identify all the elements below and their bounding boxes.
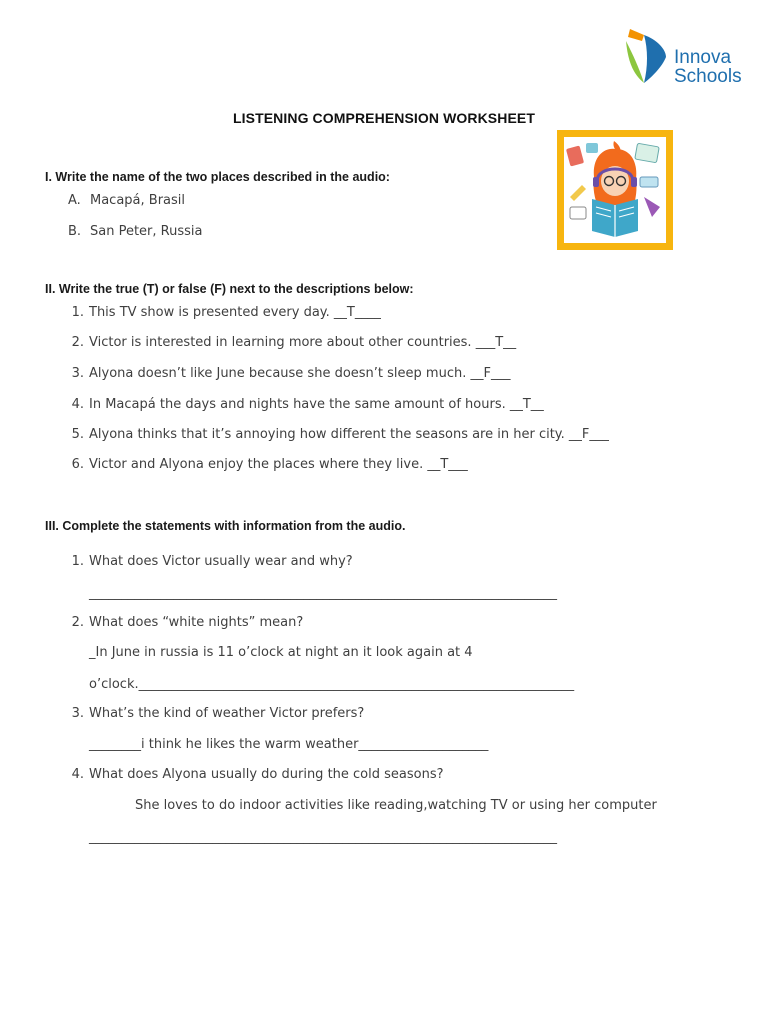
answer-2-line-2: o’clock.___________________________________________________________________ — [89, 677, 575, 692]
section2-item-4 — [66, 397, 544, 412]
question-text: What’s the kind of weather Victor prefers? — [89, 706, 365, 721]
item-text: Alyona doesn’t like June because she doesn’t sleep much. __F___ — [89, 366, 511, 381]
answer-4-line-1: She loves to do indoor activities like reading,watching TV or using her computer — [135, 798, 657, 813]
question-text: What does “white nights” mean? — [89, 615, 304, 630]
section3-question-4 — [66, 767, 444, 782]
reading-girl-illustration — [557, 130, 673, 250]
section2-item-5 — [66, 427, 609, 442]
section2-item-3 — [66, 366, 510, 381]
item-text: Victor is interested in learning more about other countries. ___T__ — [89, 335, 517, 350]
logo-text-innova: Innova — [674, 47, 732, 68]
item-letter: B. — [68, 224, 82, 239]
reading-girl-icon — [564, 137, 666, 243]
item-text: Alyona thinks that it’s annoying how different the seasons are in her city. __F___ — [89, 427, 609, 442]
question-text: What does Victor usually wear and why? — [89, 554, 353, 569]
item-number: 6. — [71, 457, 84, 472]
worksheet-title: LISTENING COMPREHENSION WORKSHEET — [233, 110, 535, 126]
section2-item-1 — [66, 305, 381, 320]
item-text: Macapá, Brasil — [90, 193, 186, 208]
item-text: San Peter, Russia — [90, 224, 203, 239]
item-letter: A. — [68, 193, 81, 208]
item-text: In Macapá the days and nights have the same amount of hours. __T__ — [89, 397, 544, 412]
item-number: 2. — [71, 615, 84, 630]
section2-heading: II. Write the true (T) or false (F) next to the descriptions below: — [45, 282, 414, 296]
answer-2-line-1: _In June in russia is 11 o’clock at night an it look again at 4 — [89, 645, 473, 660]
section3-question-3 — [66, 706, 364, 721]
section3-question-2 — [66, 615, 303, 630]
section2-item-2 — [66, 335, 516, 350]
item-number: 3. — [71, 706, 84, 721]
item-number: 2. — [71, 335, 84, 350]
answer-3: ________i think he likes the warm weather____________________ — [89, 737, 489, 752]
section3-question-1 — [66, 554, 353, 569]
logo-mark-icon — [622, 27, 672, 87]
innova-schools-logo — [622, 27, 752, 89]
item-text: This TV show is presented every day. __T____ — [89, 305, 381, 320]
logo-text-schools: Schools — [674, 66, 742, 87]
section2-item-6 — [66, 457, 468, 472]
item-number: 1. — [71, 305, 84, 320]
answer-4-line-2: ________________________________________________________________________ — [89, 830, 557, 845]
item-number: 4. — [71, 397, 84, 412]
item-number: 1. — [71, 554, 84, 569]
question-text: What does Alyona usually do during the cold seasons? — [89, 767, 444, 782]
item-text: Victor and Alyona enjoy the places where they live. __T___ — [89, 457, 468, 472]
section1-heading: I. Write the name of the two places described in the audio: — [45, 170, 390, 184]
section3-heading: III. Complete the statements with information from the audio. — [45, 519, 406, 533]
section1-item-a — [68, 193, 185, 208]
answer-line-1: ________________________________________________________________________ — [89, 586, 557, 601]
item-number: 5. — [71, 427, 84, 442]
item-number: 4. — [71, 767, 84, 782]
section1-item-b — [68, 224, 202, 239]
item-number: 3. — [71, 366, 84, 381]
